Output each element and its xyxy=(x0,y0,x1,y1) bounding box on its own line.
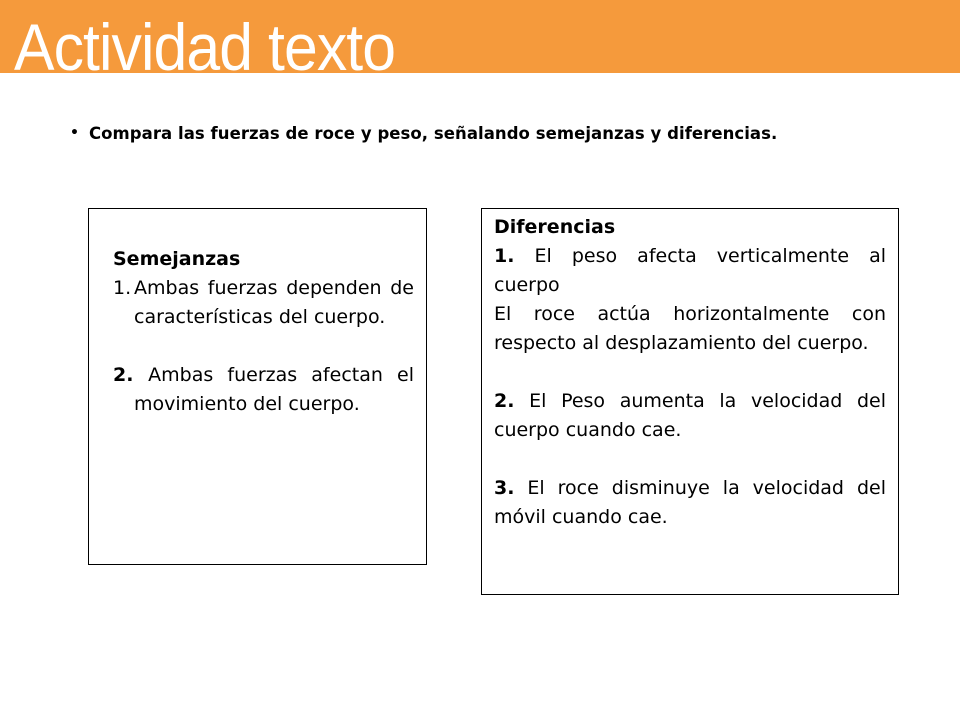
bullet-icon: • xyxy=(70,125,79,141)
item-text: El peso afecta verticalmente al cuerpo xyxy=(494,245,886,296)
semejanzas-box xyxy=(88,208,427,565)
diferencia-item-2 xyxy=(494,387,886,445)
item-number: 1. xyxy=(113,277,132,299)
item-text: El Peso aumenta la velocidad del cuerpo cuando cae. xyxy=(494,390,886,441)
diferencia-item-3 xyxy=(494,474,886,532)
item-number: 1. xyxy=(494,245,515,267)
instruction-text: Compara las fuerzas de roce y peso, señalando semejanzas y diferencias. xyxy=(89,124,778,143)
item-number: 2. xyxy=(113,364,134,386)
instruction xyxy=(70,124,955,143)
page-title: Actividad texto xyxy=(14,10,396,73)
diferencia-item-1-extra: El roce actúa horizontalmente con respecto al desplazamiento del cuerpo. xyxy=(494,303,886,354)
semejanza-item-1 xyxy=(113,274,414,332)
item-text: El roce disminuye la velocidad del móvil cuando cae. xyxy=(494,477,886,528)
diferencias-heading: Diferencias xyxy=(494,216,616,238)
item-number: 2. xyxy=(494,390,515,412)
semejanzas-heading: Semejanzas xyxy=(113,248,241,270)
diferencias-box xyxy=(481,208,899,595)
diferencia-item-1 xyxy=(494,242,886,300)
title-band xyxy=(0,0,960,73)
item-number: 3. xyxy=(494,477,515,499)
semejanza-item-2 xyxy=(113,361,414,419)
item-text: Ambas fuerzas afectan el movimiento del cuerpo. xyxy=(134,364,415,415)
item-text: Ambas fuerzas dependen de características del cuerpo. xyxy=(134,277,414,328)
